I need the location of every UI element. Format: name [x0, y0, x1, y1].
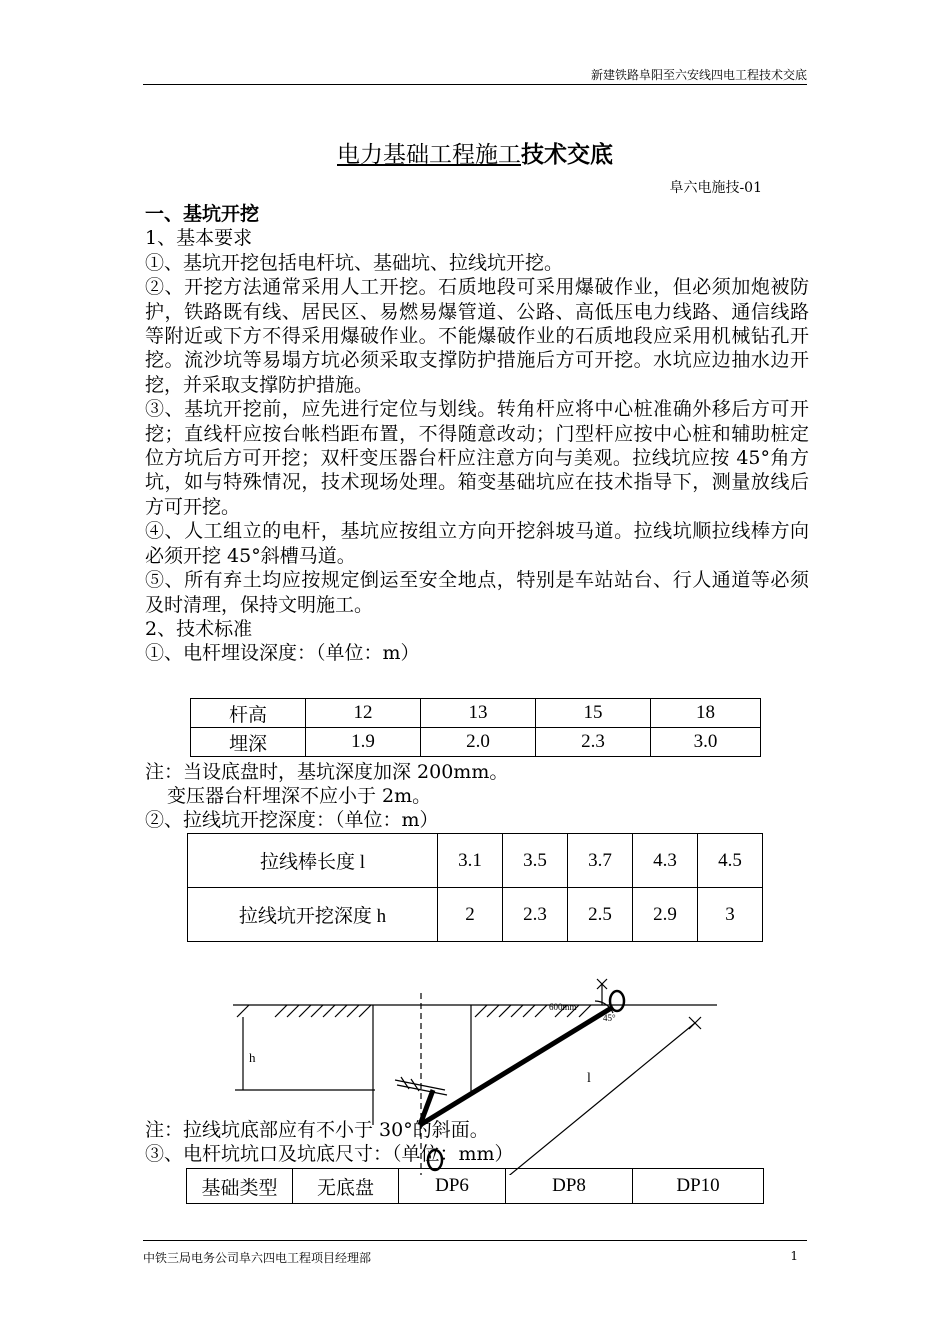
l-dimension-line: [483, 1023, 695, 1175]
document-code: 阜六电施技-01: [669, 180, 762, 196]
title-part-1: 电力基础工程施工: [337, 142, 521, 168]
paragraph: ⑤、所有弃土均应按规定倒运至安全地点，特别是车站站台、行人通道等必须及时清理，保持文明施工。: [145, 569, 809, 616]
table-cell: 杆高: [191, 699, 306, 728]
item-heading: ②、拉线坑开挖深度：（单位：m）: [145, 809, 439, 831]
table-cell: 3.1: [438, 834, 503, 888]
table-row: [191, 699, 761, 728]
table-cell: 3.7: [568, 834, 633, 888]
table-cell: 基础类型: [187, 1169, 293, 1204]
angle-45-label: 45°: [603, 1013, 616, 1023]
table-row: [187, 1169, 764, 1204]
section-1: [145, 202, 809, 666]
table-cell: 13: [421, 699, 536, 728]
table-cell: DP8: [506, 1169, 633, 1204]
paragraph: ②、开挖方法通常采用人工开挖。石质地段可采用爆破作业，但必须加炮被防护，铁路既有线、居民区、易燃易爆管道、公路、高低压电力线路、通信线路等附近或下方不得采用爆破作业。不能爆破作业的石质地段应采用机械钻孔开挖。流沙坑等易塌方坑必须采取支撑防护措施后方可开挖。水坑应边抽水边开挖，并采取支撑防护措施。: [145, 276, 809, 396]
page-number: 1: [790, 1249, 798, 1263]
rod-eye: [610, 991, 624, 1011]
note: 变压器台杆埋深不应小于 2m。: [167, 785, 432, 807]
table-cell: 3.5: [503, 834, 568, 888]
page-footer: 中铁三局电务公司阜六四电工程项目经理部: [143, 1251, 372, 1265]
table-cell: 3: [698, 888, 763, 942]
table-cell: 2.0: [421, 728, 536, 757]
note: 注：当设底盘时，基坑深度加深 200mm。: [145, 761, 509, 783]
page-header: 新建铁路阜阳至六安线四电工程技术交底: [590, 68, 807, 82]
table-cell: 埋深: [191, 728, 306, 757]
dimension-600-label: 600mm: [549, 1002, 577, 1012]
table-cell: 2.3: [536, 728, 651, 757]
table-cell: 2.9: [633, 888, 698, 942]
table-cell: DP10: [633, 1169, 764, 1204]
item-heading: ①、电杆埋设深度：（单位：m）: [145, 642, 420, 665]
table-cell: 4.3: [633, 834, 698, 888]
table-cell: 15: [536, 699, 651, 728]
pit-size-table: [186, 1168, 764, 1204]
table-cell: 3.0: [651, 728, 761, 757]
lower-notes: [145, 1118, 514, 1166]
ground-hatching: [237, 1005, 591, 1017]
pole-depth-table: [190, 698, 761, 757]
table-cell: DP6: [399, 1169, 506, 1204]
item-heading: ③、电杆坑坑口及坑底尺寸：（单位：mm）: [145, 1143, 514, 1165]
paragraph: ③、基坑开挖前，应先进行定位与划线。转角杆应将中心桩准确外移后方可开挖；直线杆应按台帐档距布置，不得随意改动；门型杆应按中心桩和辅助桩定位方坑后方可开挖；双杆变压器台杆应注意方向与美观。拉线坑应按 45°角方坑，如与特殊情况，技术现场处理。箱变基础坑应在技术指导下，测量放线后方可开挖。: [145, 398, 809, 518]
table-row: [188, 834, 763, 888]
document-title: [0, 136, 950, 169]
paragraph: ④、人工组立的电杆，基坑应按组立方向开挖斜坡马道。拉线坑顺拉线棒方向必须开挖 45°斜槽马道。: [145, 520, 809, 567]
stay-pit-depth-table: [187, 833, 763, 942]
notes-block: [145, 760, 508, 832]
table-cell: 拉线坑开挖深度 h: [188, 888, 438, 942]
h-label: h: [249, 1050, 256, 1065]
table-cell: 拉线棒长度 l: [188, 834, 438, 888]
l-label: l: [587, 1071, 591, 1086]
table-cell: 2.3: [503, 888, 568, 942]
table-cell: 4.5: [698, 834, 763, 888]
table-cell: 1.9: [306, 728, 421, 757]
table-cell: 无底盘: [293, 1169, 399, 1204]
table-cell: 12: [306, 699, 421, 728]
section-heading: 一、基坑开挖: [145, 203, 260, 225]
table-row: [191, 728, 761, 757]
table-row: [188, 888, 763, 942]
table-cell: 2: [438, 888, 503, 942]
subsection-heading: 1、基本要求: [145, 227, 253, 250]
subsection-heading: 2、技术标准: [145, 617, 253, 640]
table-cell: 2.5: [568, 888, 633, 942]
paragraph: ①、基坑开挖包括电杆坑、基础坑、拉线坑开挖。: [145, 251, 564, 274]
title-part-2: 技术交底: [521, 141, 613, 168]
note: 注：拉线坑底部应有不小于 30°的斜面。: [145, 1119, 489, 1141]
table-cell: 18: [651, 699, 761, 728]
header-rule: [143, 84, 807, 85]
stay-rod: [420, 1007, 613, 1125]
footer-rule: [143, 1240, 807, 1241]
